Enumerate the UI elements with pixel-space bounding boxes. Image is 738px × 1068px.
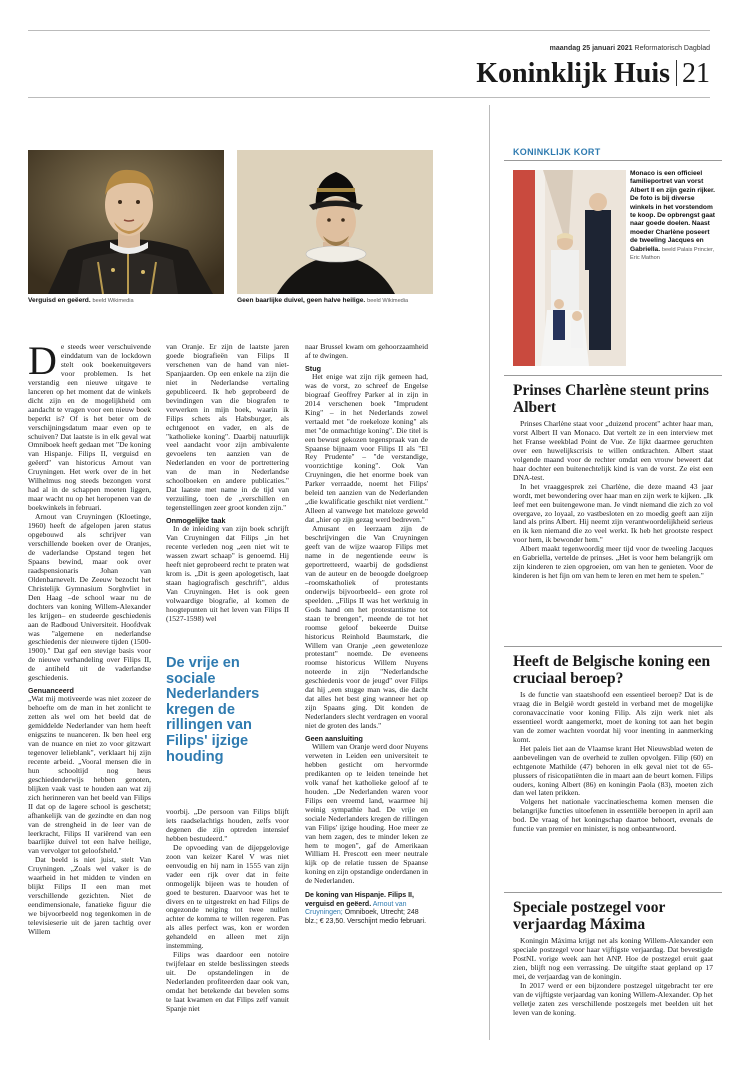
dateline [490,45,710,52]
header-bottom-rule [28,97,710,98]
story-paragraph: Is de functie van staatshoofd een essentieel beroep? Dat is de vraag die in België wordt gesteld in verband met de mogelijke coronavaccinatie voor koning Filip. Als zijn werk niet als essentieel wordt aangemerkt, moet de koning tot aan het begin van de zomer wachten voordat hij voor inenting in aanmerking komt. [513,690,713,744]
sidebar-label-rule [504,160,722,161]
newspaper-name: Reformatorisch Dagblad [634,45,710,52]
photo-monaco-family [513,170,626,366]
story-1-title: Prinses Charlène steunt prins Albert [513,382,709,416]
story-3-title: Speciale postzegel voor verjaardag Máxima [513,899,666,933]
story-divider [504,646,722,647]
subheading-onmogelijke-taak: Onmogelijke taak [166,516,226,526]
issue-date: maandag 25 januari 2021 [549,45,633,52]
story-divider [504,892,722,893]
article-column-1 [28,338,151,937]
sidebar-divider [489,105,490,1040]
story-1-body [513,420,713,581]
article-paragraph: Amusant en leerzaam zijn de beschrijvingen die Van Cruyningen geeft van de wijze waarop Filips met name in de negentiende eeuw is geportretteerd, waarbij de godsdienst van de auteur en de beoogde doelgroep –roomskatholiek of protestants onderwijs bijvoorbeeld– een grote rol speelden. „Filips II was het werktuig in Gods hand om het protestantisme tot staan te brengen", meende de tot het roomse geloof bekeerde Duitse historicus Reinhold Baumstark, die Willem van Oranje „een gewetenloze protestant" noemde. De eveneens roomse historicus Willem Nuyens noteerde in zijn "Nederlandsche geschiedenis voor de jeugd" over Filips dat hij „een stugge man was, die dacht dat alles het best ging wanneer het op zijn Spaans ging. Dit konden de Nederlanders slecht verdragen en vooral niet de groten des lands." [305,524,428,731]
caption-left-credit: beeld Wikimedia [92,298,134,304]
story-divider [504,375,722,376]
story-paragraph: In het vraaggesprek zei Charlène, die deze maand 43 jaar wordt, met bewondering over haar man en zijn werk te kijken. „Ik leef met een buitengewone man. Je vindt niemand die zich zo vol overgave, zo loyaal, zo vastbesloten en zo moedig geeft aan zijn land als prins Albert. Hij neemt zijn verantwoordelijkheid serieus en ik ken niemand die zo veel werkt. Ik heb het grootste respect voor hem, ik bewonder hem." [513,481,713,545]
caption-middle [237,297,437,305]
subheading-geen-aansluiting: Geen aansluiting [305,734,363,744]
story-paragraph: In 2017 werd er een bijzondere postzegel uitgebracht ter ere van de vijftigste verjaardag van koning Willem-Alexander. Op het velletje zaten zes verschillende postzegels met beelden uit het leven van de koning. [513,980,713,1017]
story-3-body [513,937,713,1018]
story-2-body [513,691,713,834]
article-column-2 [166,343,289,624]
sidebar-label: KONINKLIJK KORT [513,147,601,157]
article-paragraph: naar Brussel kwam om gehoorzaamheid af te dwingen. [305,342,428,360]
article-paragraph: Arnout van Cruyningen (Kloetinge, 1960) heeft de afgelopen jaren status opgebouwd als schrijver van verschillende boeken over de Oranjes, de vaderlandse Opstand tegen het Spaans bewind, maar ook over raadspensionaris Johan van Oldenbarnevelt. De Zeeuw bezocht het Christelijk Gymnasium Sorghvliet in Den Haag –de school waar nu de dochters van koning Willem-Alexander les krijgen– en studeerde geschiedenis aan de Radboud Universiteit. Hoofdvak was "algemene en nederlandse geschiedenis der nieuwere tijden (1500-1900)." Dat gaf een stevige basis voor de nieuwe verhandeling over Filips II, de antiheld uit de vaderlandse geschiedenis. [28,512,151,683]
caption-middle-text: Geen baarlijke duivel, geen halve heilige. [237,297,366,304]
book-author: Arnout van Cruyningen; [305,900,407,917]
article-paragraph: In de inleiding van zijn boek schrijft Van Cruyningen dat Filips „in het recente verleden nog „een niet wit te wassen zwart schaap" is genoemd. Hij heeft niet geprobeerd recht te praten wat krom is. „Dit is geen apologetisch, laat staan hagiografisch geschrift", aldus Van Cruyningen. Het is ook geen volwaardige biografie, al komen de hoogtepunten uit het leven van Filips II (1527-1598) wel [166,524,289,623]
article-paragraph: van Oranje. Er zijn de laatste jaren goede biografieën van Filips II verschenen van de hand van niet-Spanjaarden. Op een enkele na zijn die niet in Nederlandse vertaling gepubliceerd. Ik heb geprobeerd de bevindingen van die biografen te verwerken in mijn boek, waarin ik Filips schets als Habsburger, als echtgenoot en vader, en als de "katholieke koning". Daarbij natuurlijk veel aandacht voor zijn ambivalente gevoelens ten aanzien van de Nederlanden en voor de portrettering van de man in Nederlandse schoolboeken en andere publicaties." Dat laatste met name in de tijd van verzuiling, toen de „verschillen en tegenstellingen zeer groot konden zijn." [166,342,289,513]
article-paragraph: Willem van Oranje werd door Nuyens verweten in Leiden een universiteit te hebben gesticht om hervormde predikanten op te leiden teneinde het volk vanaf het katholieke geloof af te houden. „De Nederlanden waren voor Filips een vreemd land, waarmee hij weinig sympathie had. De vrije en sociale Nederlanders kregen de rillingen van Filips' ijzige houding. Hoe meer ze van hem zagen, des te minder leken ze hem te mogen", gaf de Amerikaan William H. Prescott een meer neutrale kijk op de relatie tussen de Spaanse koning en zijn opstandige onderdanen in de Nederlanden. [305,742,428,886]
article-paragraph: Het enige wat zijn rijk gemeen had, was de vorst, zo schreef de Engelse biograaf Geoffrey Parker al in zijn in 2014 verschenen boek "Imprudent King" – in het Nederlands zowel vertaald met "de roekeloze koning" als met "de onmachtige koning". Die titel is een bewust gekozen tegenspraak van de Spaanse bijnaam voor Filips II als "El Rey Prudente" – "de verstandige, voorzichtige koning". Ook Van Cruyningen, die het enorme boek van Parker verraadde, noemt het Filips' beleid ten aanzien van de Nederlanden „die kwalificatie geschikt niet verdient." Alleen al vanwege het mateloze geweld dat „hier op zijn gezag werd bedreven." [305,371,428,525]
monaco-photo-caption [630,170,718,262]
portrait-hat-image [237,150,433,294]
article-paragraph: Filips was daardoor een notoire twijfelaar en stelde beslissingen steeds uit. De opstandelingen in de Nederlanden profiteerden daar ook van, omdat het betekende dat bevelen soms te laat kwamen en dat Filips zelf vanuit Spanje niet [166,950,289,1013]
book-title: De koning van Hispanje. Filips II, verguisd en geëerd. [305,892,414,908]
caption-middle-credit: beeld Wikimedia [367,298,409,304]
article-paragraph: „Wat mij motiveerde was niet zozeer de behoefte om de man in het zonlicht te zetten als wel om het beeld dat de gemiddelde Nederlander van hem heeft enigszins te nuanceren. Ik ben heel erg van de nuance en niet zo voor gitzwart tegenover lelieblank", verklaart hij zijn recente arbeid. „Vooral mensen die in hun schooltijd nog heus geschiedenderwijs hebben genoten, blijken vaak vast te houden aan wat zij zich herinneren van het beeld van Filips II dat op de lagere school is geschetst; afhankelijk van de gezindte en dan nog van de strengheid in de leer van de leerkracht, Filips II variërend van een baarlijke duivel tot een halve heilige, van vervolger tot geloofsheld." [28,694,151,856]
photo-filips-armour [28,150,224,294]
portrait-armour-image [28,150,224,294]
caption-left [28,297,224,305]
monaco-caption-text: Monaco is een officieel familieportret van vorst Albert II en zijn gezin rijker. De foto is bij diverse winkels in het vorstendom te koop. De opbrengst gaat naar goede doelen. Naast moeder Charlène poseert de tweeling Jacques en Gabriella. [630,170,716,253]
article-paragraph: voorbij. „De persoon van Filips blijft iets raadselachtigs houden, zelfs voor degenen die zijn optreden intensief hebben bestudeerd." [166,807,289,843]
title-divider [676,60,677,86]
header-top-rule [28,30,710,31]
article-paragraph: De opvoeding van de dijepgelovige zoon van keizer Karel V was niet eenvoudig en hij nam in 1555 van zijn vader een rijk over dat in feite onmogelijk bijeen was te houden of goed te besturen. Daarvoor was het te divers en te uitgestrekt en had Filips de ongezonde neiging tot twee nullen achter de komma te willen regeren. Pas als alles perfect was, kon er worden gehandeld en alleen met zijn instemming. [166,842,289,951]
article-paragraph: e steeds weer verschuivende einddatum van de lockdown stelt ook boekenuitgevers voor problemen. Is het verstandig een nieuwe uitgave te lanceren op het moment dat de winkels dicht zijn en de mogelijkheid om aandacht te vragen voor een nieuw boek beperkt is? Of is het beter om de verschijningsdatum maar even op te schuiven? Dat laatste is in elk geval wat Omniboek heeft gedaan met "De koning van Hispanje. Filips II, verguisd en geëerd" van historicus Arnout van Cruyningen. Het werk over de in het Wilhelmus nog steeds bezongen vorst had al in de schappen moeten liggen, maar wacht nu op het heropenen van de boekwinkels in februari. [28,342,151,513]
section-title: Koninklijk Huis [476,58,670,89]
page-number: 21 [682,58,710,89]
story-paragraph: Het paleis liet aan de Vlaamse krant Het Nieuwsblad weten de aanbevelingen van de overheid te zullen opvolgen. Filip (60) en echtgenote Mathilde (47) behoren in elk geval niet tot de 65-plussers of risicopatiënten die in maart aan de beurt komen. Filips ouders, koning Albert (86) en koningin Paola (83), moeten zich dan wel laten prikken. [513,743,713,798]
story-paragraph: Koningin Máxima krijgt net als koning Willem-Alexander een speciale postzegel voor haar vijftigste verjaardag. Dat bevestigde PostNL vorige week aan het ANP. Hoe de postzegel eruit gaat zien, blijft nog een verrassing. De uitgifte staat gepland op 17 mei, de verjaardag van de koningin. [513,936,713,981]
section-header [430,58,710,90]
monaco-family-image [513,170,626,366]
story-paragraph: Prinses Charlène staat voor „duizend procent" achter haar man, vorst Albert II van Monaco. Dat vertelt ze in een interview met het Franse weekblad Point de Vue. Ze lijkt daarmee geruchten over een huwelijkscrisis te willen ontkrachten. Albert staat volgende maand voor de rechter omdat een vrouw beweert dat haar dochter een buitenechtelijk kind is van de vorst. Ze eist een DNA-test. [513,419,713,482]
story-paragraph: Volgens het nationale vaccinatieschema komen mensen die belangrijke functies uitoefenen in essentiële beroepen in april aan bod. De vraag of het koningschap daartoe behoort, evenals de functie van premier en minister, is nog onbeantwoord. [513,797,713,834]
pull-quote: De vrije en sociale Nederlanders kregen de rillingen van Filips' ijzige houding [166,655,260,765]
photo-filips-hat [237,150,433,294]
story-2-title: Heeft de Belgische koning een cruciaal beroep? [513,653,711,687]
article-paragraph: Dat beeld is niet juist, stelt Van Cruyningen. „Zoals wel vaker is de waarheid in het midden te vinden en blijkt Filips II een man met verschillende gezichten. Niet de eendimensionale, fanatieke figuur die we bijvoorbeeld nog tegenkomen in de televisieserie uit de jaren tachtig over Willem [28,855,151,936]
article-column-3 [305,343,428,927]
subheading-genuanceerd: Genuanceerd [28,686,74,696]
story-paragraph: Albert maakt tegenwoordig meer tijd voor de tweeling Jacques en Gabriella, vertelde de prinses. „Het is voor hem belangrijk om zijn kinderen te zien opgroeien, om van hen te genieten. Voor de kinderen is het fijn om van hem te leren en met hem te spelen." [513,544,713,581]
monaco-caption-credit: beeld Palais Princier, Eric Mathon [630,246,715,262]
article-column-2-cont [166,808,289,1014]
caption-left-text: Verguisd en geëerd. [28,297,91,304]
book-info [305,892,428,926]
subheading-stug: Stug [305,363,321,373]
book-details: Omniboek, Utrecht; 248 blz.; € 23,50. Verschijnt medio februari. [305,909,427,926]
drop-cap: D [28,338,57,383]
